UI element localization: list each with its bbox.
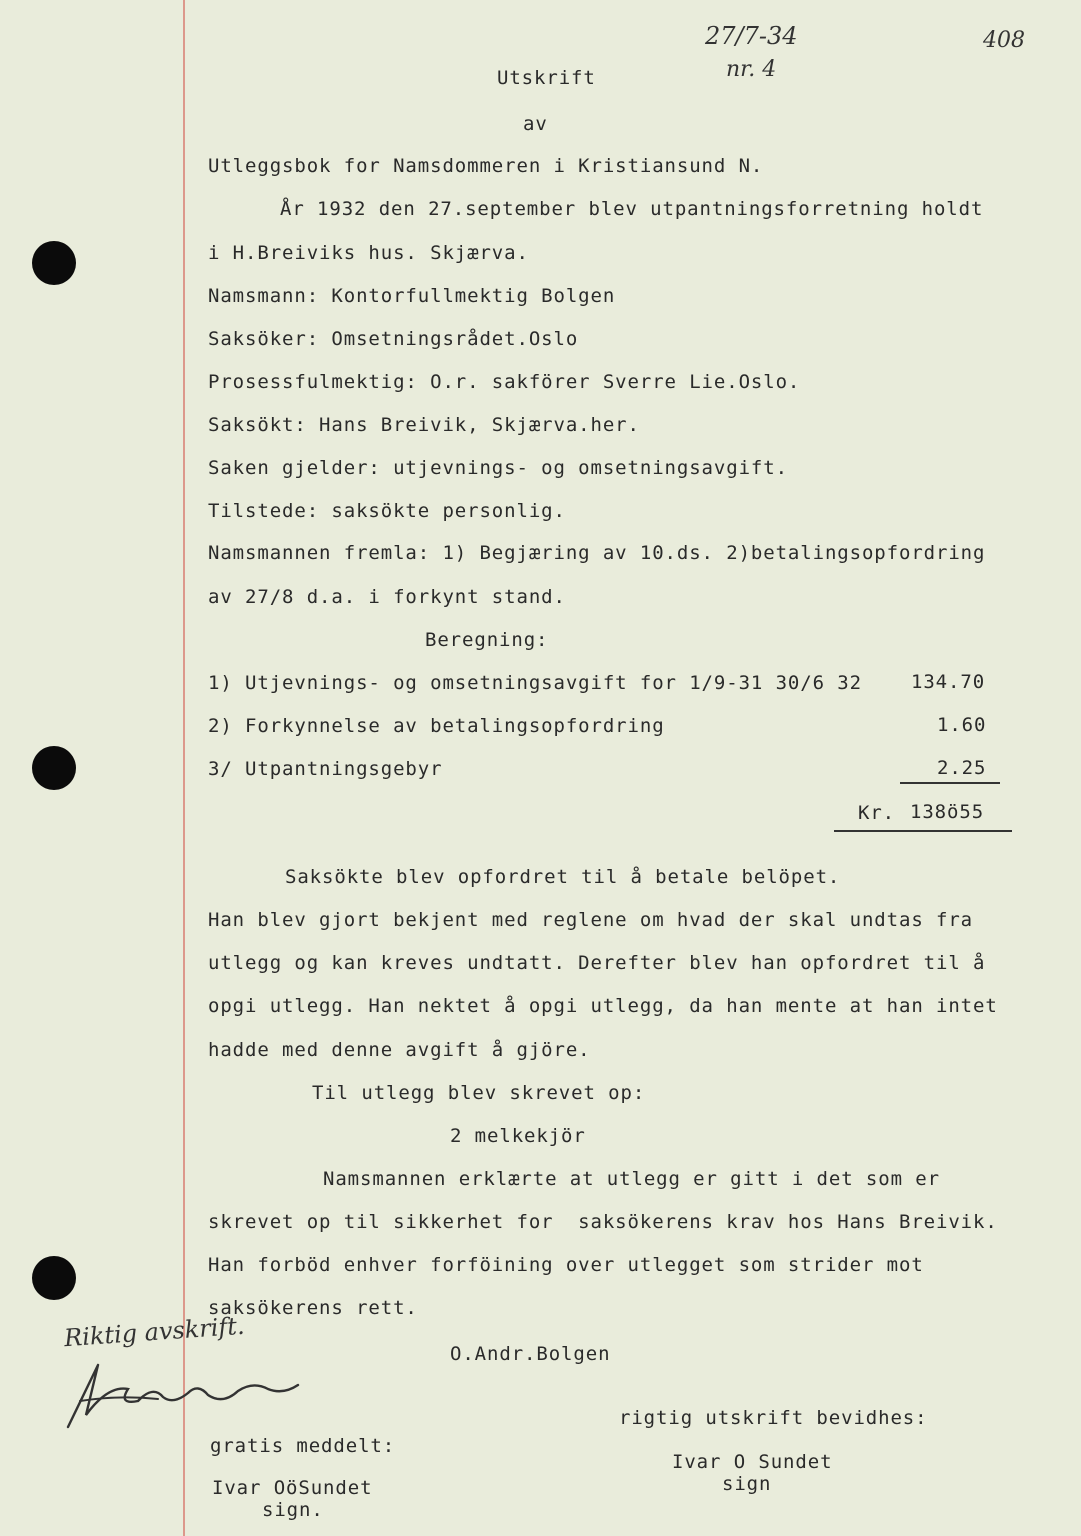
certifier-name: Ivar O Sundet <box>672 1451 833 1473</box>
source-line: Utleggsbok for Namsdommeren i Kristiansund N. <box>208 155 764 177</box>
body-line: Saksökte blev opfordret til å betale belöpet. <box>285 866 841 888</box>
page-number: 408 <box>983 28 1025 53</box>
punch-hole <box>32 1256 76 1300</box>
issuer-name: Ivar OöSundet <box>212 1477 373 1499</box>
handwritten-signature <box>58 1355 318 1435</box>
body-line: hadde med denne avgift å gjöre. <box>208 1039 591 1061</box>
gratis-text: gratis meddelt: <box>210 1435 396 1457</box>
total-underline <box>834 830 1012 832</box>
field-fremla-1: Namsmannen fremla: 1) Begjæring av 10.ds. 2)betalingsopfordring <box>208 542 986 564</box>
calc-row-label: 1) Utjevnings- og omsetningsavgift for 1/9-31 30/6 32 <box>208 672 862 694</box>
body-line: Han blev gjort bekjent med reglene om hvad der skal undtas fra <box>208 909 974 931</box>
body-line: utlegg og kan kreves undtatt. Derefter blev han opfordret til å <box>208 952 986 974</box>
calc-row-amount: 134.70 <box>911 671 986 693</box>
intro-line-2: i H.Breiviks hus. Skjærva. <box>208 242 529 264</box>
field-fremla-2: av 27/8 d.a. i forkynt stand. <box>208 586 566 608</box>
punch-hole <box>32 746 76 790</box>
calc-row-amount: 1.60 <box>937 714 987 736</box>
nr-annotation: nr. 4 <box>726 57 777 82</box>
total-label: Kr. <box>858 802 896 824</box>
calc-row-label: 3/ Utpantningsgebyr <box>208 758 443 780</box>
field-saksokt: Saksökt: Hans Breivik, Skjærva.her. <box>208 414 640 436</box>
body-line: Namsmannen erklærte at utlegg er gitt i det som er <box>323 1168 940 1190</box>
signature-name: O.Andr.Bolgen <box>450 1343 611 1365</box>
punch-hole <box>32 241 76 285</box>
margin-line <box>183 0 185 1536</box>
field-namsmann: Namsmann: Kontorfullmektig Bolgen <box>208 285 616 307</box>
body-line: opgi utlegg. Han nektet å opgi utlegg, da han mente at han intet <box>208 995 998 1017</box>
calc-row-amount: 2.25 <box>937 757 987 779</box>
intro-line-1: År 1932 den 27.september blev utpantningsforretning holdt <box>280 198 984 220</box>
handwritten-note: Riktig avskrift. <box>63 1311 246 1353</box>
body-line: skrevet op til sikkerhet for saksökerens krav hos Hans Breivik. <box>208 1211 998 1233</box>
field-prosessfullmektig: Prosessfulmektig: O.r. sakförer Sverre Lie.Oslo. <box>208 371 801 393</box>
seized-item: 2 melkekjör <box>450 1125 586 1147</box>
field-saksoker: Saksöker: Omsetningsrådet.Oslo <box>208 328 579 350</box>
certification-text: rigtig utskrift bevidhes: <box>619 1407 928 1429</box>
field-saken: Saken gjelder: utjevnings- og omsetningsavgift. <box>208 457 788 479</box>
document-subtitle: av <box>523 113 548 135</box>
body-line: Han forböd enhver forföining over utlegget som strider mot <box>208 1254 924 1276</box>
total-amount: 138ö55 <box>910 801 985 823</box>
certifier-sign: sign <box>722 1473 772 1495</box>
date-annotation: 27/7-34 <box>705 22 798 50</box>
body-line: saksökerens rett. <box>208 1297 418 1319</box>
body-line: Til utlegg blev skrevet op: <box>312 1082 646 1104</box>
issuer-sign: sign. <box>262 1499 324 1521</box>
calc-row-label: 2) Forkynnelse av betalingsopfordring <box>208 715 665 737</box>
sum-underline <box>900 782 1000 784</box>
field-tilstede: Tilstede: saksökte personlig. <box>208 500 566 522</box>
calculation-heading: Beregning: <box>425 629 549 651</box>
document-title: Utskrift <box>497 67 596 89</box>
